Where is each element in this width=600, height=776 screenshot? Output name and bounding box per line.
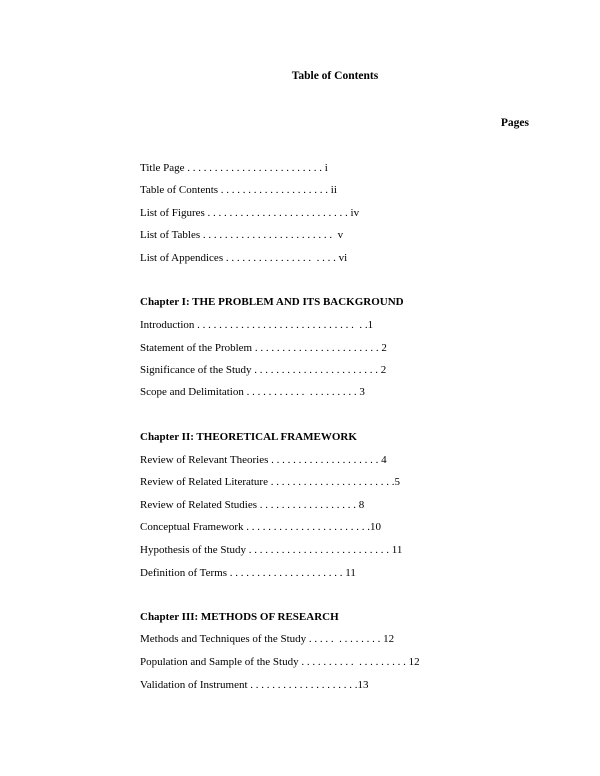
toc-entry-statement-of-problem: Statement of the Problem . . . . . . . . . . . . . . . . . . . . . . . 2 xyxy=(140,342,387,354)
toc-entry-title-page: Title Page . . . . . . . . . . . . . . . . . . . . . . . . . i xyxy=(140,162,328,174)
toc-entry-related-literature: Review of Related Literature . . . . . . . . . . . . . . . . . . . . . . .5 xyxy=(140,476,400,488)
pages-column-label: Pages xyxy=(500,117,529,129)
page-title: Table of Contents xyxy=(291,70,379,82)
toc-entry-hypothesis: Hypothesis of the Study . . . . . . . . . . . . . . . . . . . . . . . . . . 11 xyxy=(140,544,403,556)
toc-entry-validation-instrument: Validation of Instrument . . . . . . . . . . . . . . . . . . . .13 xyxy=(140,679,369,691)
toc-entry-list-of-tables: List of Tables . . . . . . . . . . . . . . . . . . . . . . . . v xyxy=(140,229,344,241)
toc-entry-conceptual-framework: Conceptual Framework . . . . . . . . . . . . . . . . . . . . . . .10 xyxy=(140,521,382,533)
chapter-3-heading: Chapter III: METHODS OF RESEARCH xyxy=(140,611,339,623)
toc-entry-table-of-contents: Table of Contents . . . . . . . . . . . . . . . . . . . . ii xyxy=(140,184,337,196)
toc-entry-list-of-appendices: List of Appendices . . . . . . . . . . . . . . . . . . . . vi xyxy=(140,252,348,264)
toc-entry-methods-techniques: Methods and Techniques of the Study . . . . . . . . . . . . . 12 xyxy=(140,633,395,645)
toc-entry-significance: Significance of the Study . . . . . . . . . . . . . . . . . . . . . . . 2 xyxy=(140,364,387,376)
toc-entry-population-sample: Population and Sample of the Study . . . . . . . . . . . . . . . . . . . 12 xyxy=(140,656,420,668)
toc-entry-relevant-theories: Review of Relevant Theories . . . . . . . . . . . . . . . . . . . . 4 xyxy=(140,454,387,466)
chapter-2-heading: Chapter II: THEORETICAL FRAMEWORK xyxy=(140,431,357,443)
toc-entry-introduction: Introduction . . . . . . . . . . . . . . . . . . . . . . . . . . . . . . .1 xyxy=(140,319,374,331)
toc-entry-scope: Scope and Delimitation . . . . . . . . . . . . . . . . . . . . 3 xyxy=(140,386,365,398)
chapter-1-heading: Chapter I: THE PROBLEM AND ITS BACKGROUND xyxy=(140,296,404,308)
toc-entry-related-studies: Review of Related Studies . . . . . . . . . . . . . . . . . . 8 xyxy=(140,499,365,511)
toc-entry-list-of-figures: List of Figures . . . . . . . . . . . . . . . . . . . . . . . . . . iv xyxy=(140,207,360,219)
toc-entry-definition-of-terms: Definition of Terms . . . . . . . . . . . . . . . . . . . . . 11 xyxy=(140,567,356,579)
